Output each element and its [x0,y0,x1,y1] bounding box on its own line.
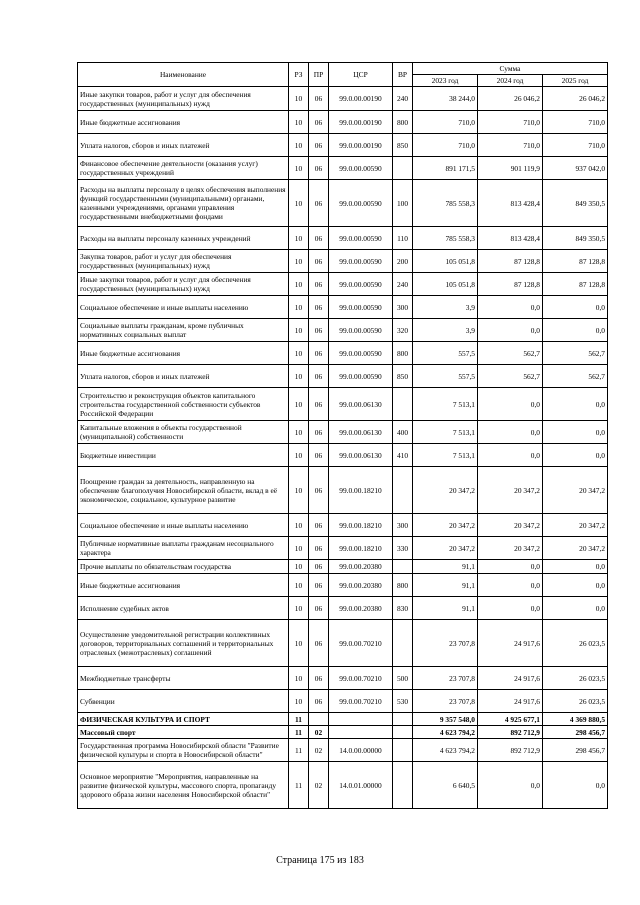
row-rz: 10 [289,319,309,342]
header-year-2024: 2024 год [478,75,543,87]
row-amount-2025: 0,0 [543,319,608,342]
row-name: Осуществление уведомительной регистрации коллективных договоров, территориальных соглашений и территориальных отраслевых (межотраслевых) соглашений [78,620,289,667]
row-vr [393,467,413,514]
row-rz: 10 [289,467,309,514]
row-rz: 10 [289,444,309,467]
row-rz: 10 [289,365,309,388]
row-vr: 800 [393,574,413,597]
row-csr: 99.0.00.00590 [329,319,393,342]
row-amount-2024: 20 347,2 [478,514,543,537]
table-row [78,388,608,421]
row-vr [393,620,413,667]
row-name: Субвенции [78,690,289,713]
row-amount-2023: 91,1 [413,574,478,597]
row-rz: 10 [289,273,309,296]
table-row [78,467,608,514]
row-csr [329,726,393,739]
row-amount-2025: 0,0 [543,388,608,421]
table-row [78,342,608,365]
row-amount-2025: 26 023,5 [543,620,608,667]
row-name: Иные закупки товаров, работ и услуг для обеспечения государственных (муниципальных) нужд [78,87,289,111]
row-pr: 06 [309,514,329,537]
row-amount-2023: 785 558,3 [413,180,478,227]
row-amount-2024: 0,0 [478,319,543,342]
row-name: Строительство и реконструкция объектов капитального строительства государственной собственности субъектов Российской Федерации [78,388,289,421]
row-name: Расходы на выплаты персоналу казенных учреждений [78,227,289,250]
row-rz: 11 [289,713,309,726]
row-amount-2025: 562,7 [543,365,608,388]
row-amount-2024: 0,0 [478,560,543,574]
row-amount-2024: 562,7 [478,365,543,388]
table-row [78,726,608,739]
row-amount-2025: 298 456,7 [543,726,608,739]
row-vr: 800 [393,342,413,365]
row-name: Капитальные вложения в объекты государственной (муниципальной) собственности [78,421,289,444]
row-amount-2023: 23 707,8 [413,690,478,713]
row-amount-2024: 0,0 [478,597,543,620]
row-rz: 10 [289,157,309,180]
row-name: Поощрение граждан за деятельность, направленную на обеспечение благополучия Новосибирской области, вклад в её экономическое, социальное, культурное развитие [78,467,289,514]
header-rz: РЗ [289,63,309,87]
row-amount-2025: 849 350,5 [543,180,608,227]
row-csr: 99.0.00.20380 [329,560,393,574]
row-amount-2025: 4 369 880,5 [543,713,608,726]
table-header-row [78,63,608,75]
table-row [78,739,608,762]
table-row [78,620,608,667]
row-amount-2023: 557,5 [413,365,478,388]
row-amount-2025: 0,0 [543,574,608,597]
row-csr: 99.0.00.00190 [329,87,393,111]
row-rz: 10 [289,296,309,319]
row-rz: 11 [289,762,309,809]
row-csr: 99.0.00.18210 [329,467,393,514]
row-amount-2024: 26 046,2 [478,87,543,111]
row-amount-2024: 0,0 [478,444,543,467]
row-csr: 99.0.00.70210 [329,620,393,667]
row-amount-2024: 24 917,6 [478,690,543,713]
row-csr: 99.0.00.00590 [329,180,393,227]
row-name: Государственная программа Новосибирской области "Развитие физической культуры и спорта в Новосибирской области" [78,739,289,762]
row-amount-2023: 6 640,5 [413,762,478,809]
row-amount-2025: 0,0 [543,762,608,809]
row-amount-2023: 7 513,1 [413,444,478,467]
row-pr: 06 [309,597,329,620]
row-csr: 99.0.00.00590 [329,273,393,296]
row-vr: 530 [393,690,413,713]
row-csr: 99.0.00.00590 [329,157,393,180]
row-name: Социальное обеспечение и иные выплаты населению [78,296,289,319]
row-pr: 02 [309,762,329,809]
row-amount-2024: 562,7 [478,342,543,365]
row-name: Исполнение судебных актов [78,597,289,620]
row-amount-2024: 0,0 [478,762,543,809]
row-amount-2024: 892 712,9 [478,726,543,739]
row-vr: 330 [393,537,413,560]
table-row [78,319,608,342]
row-amount-2024: 710,0 [478,111,543,134]
page-footer: Страница 175 из 183 [276,855,364,866]
row-rz: 10 [289,388,309,421]
row-amount-2023: 710,0 [413,134,478,157]
row-pr [309,713,329,726]
row-amount-2024: 4 925 677,1 [478,713,543,726]
row-pr: 06 [309,620,329,667]
row-amount-2024: 813 428,4 [478,180,543,227]
row-csr: 99.0.00.20380 [329,574,393,597]
row-amount-2025: 0,0 [543,421,608,444]
row-amount-2024: 892 712,9 [478,739,543,762]
row-amount-2024: 0,0 [478,421,543,444]
row-amount-2023: 9 357 548,0 [413,713,478,726]
row-csr: 99.0.00.70210 [329,690,393,713]
row-vr [393,388,413,421]
row-amount-2023: 20 347,2 [413,537,478,560]
row-name: Массовый спорт [78,726,289,739]
row-amount-2025: 26 023,5 [543,690,608,713]
row-rz: 10 [289,134,309,157]
row-pr: 06 [309,87,329,111]
row-name: ФИЗИЧЕСКАЯ КУЛЬТУРА И СПОРТ [78,713,289,726]
row-pr: 06 [309,134,329,157]
row-vr: 850 [393,365,413,388]
row-amount-2023: 785 558,3 [413,227,478,250]
row-name: Уплата налогов, сборов и иных платежей [78,134,289,157]
row-rz: 10 [289,180,309,227]
row-csr: 99.0.00.00590 [329,342,393,365]
row-amount-2024: 24 917,6 [478,620,543,667]
row-amount-2023: 23 707,8 [413,667,478,690]
header-name: Наименование [78,63,289,87]
row-amount-2025: 849 350,5 [543,227,608,250]
row-name: Расходы на выплаты персоналу в целях обеспечения выполнения функций государственными (муниципальными) органами, казенными учреждениями, органами управления государственными внебюджетными фондами [78,180,289,227]
row-rz: 10 [289,560,309,574]
row-pr: 06 [309,296,329,319]
row-amount-2025: 87 128,8 [543,250,608,273]
row-rz: 10 [289,421,309,444]
row-vr: 500 [393,667,413,690]
header-vr: ВР [393,63,413,87]
row-amount-2024: 0,0 [478,296,543,319]
row-name: Финансовое обеспечение деятельности (оказания услуг) государственных учреждений [78,157,289,180]
row-pr: 06 [309,342,329,365]
table-row [78,597,608,620]
row-name: Иные бюджетные ассигнования [78,342,289,365]
row-name: Социальные выплаты гражданам, кроме публичных нормативных социальных выплат [78,319,289,342]
row-csr: 99.0.00.06130 [329,388,393,421]
row-amount-2025: 0,0 [543,444,608,467]
row-csr: 99.0.00.06130 [329,444,393,467]
row-pr: 06 [309,537,329,560]
row-csr: 99.0.00.00190 [329,134,393,157]
table-row [78,87,608,111]
table-row [78,421,608,444]
header-year-2025: 2025 год [543,75,608,87]
row-vr: 300 [393,514,413,537]
table-row [78,514,608,537]
row-amount-2023: 20 347,2 [413,467,478,514]
row-amount-2023: 38 244,0 [413,87,478,111]
table-row [78,574,608,597]
row-name: Публичные нормативные выплаты гражданам несоциального характера [78,537,289,560]
row-amount-2024: 813 428,4 [478,227,543,250]
row-amount-2025: 20 347,2 [543,514,608,537]
header-pr: ПР [309,63,329,87]
row-name: Прочие выплаты по обязательствам государства [78,560,289,574]
row-pr: 06 [309,388,329,421]
row-amount-2024: 710,0 [478,134,543,157]
row-vr: 410 [393,444,413,467]
row-pr: 06 [309,444,329,467]
row-rz: 10 [289,667,309,690]
row-amount-2023: 3,9 [413,319,478,342]
row-amount-2023: 3,9 [413,296,478,319]
row-rz: 10 [289,690,309,713]
row-amount-2023: 4 623 794,2 [413,726,478,739]
row-rz: 10 [289,597,309,620]
row-amount-2024: 0,0 [478,388,543,421]
row-rz: 10 [289,342,309,365]
row-csr: 99.0.00.06130 [329,421,393,444]
row-amount-2025: 562,7 [543,342,608,365]
table-row [78,273,608,296]
row-vr: 300 [393,296,413,319]
row-amount-2023: 20 347,2 [413,514,478,537]
row-vr: 800 [393,111,413,134]
row-name: Закупка товаров, работ и услуг для обеспечения государственных (муниципальных) нужд [78,250,289,273]
table-row [78,157,608,180]
table-row [78,180,608,227]
row-amount-2023: 557,5 [413,342,478,365]
row-csr: 99.0.00.00590 [329,296,393,319]
row-pr: 06 [309,157,329,180]
row-amount-2024: 20 347,2 [478,537,543,560]
row-vr: 240 [393,273,413,296]
row-amount-2023: 7 513,1 [413,388,478,421]
row-csr [329,713,393,726]
row-csr: 99.0.00.18210 [329,514,393,537]
row-amount-2023: 710,0 [413,111,478,134]
row-vr: 400 [393,421,413,444]
table-row [78,296,608,319]
row-rz: 10 [289,87,309,111]
row-amount-2025: 298 456,7 [543,739,608,762]
header-sum: Сумма [413,63,608,75]
row-amount-2023: 891 171,5 [413,157,478,180]
row-vr: 100 [393,180,413,227]
row-pr: 06 [309,227,329,250]
row-vr [393,713,413,726]
row-pr: 02 [309,739,329,762]
row-amount-2025: 710,0 [543,111,608,134]
row-amount-2025: 0,0 [543,597,608,620]
table-row [78,690,608,713]
budget-table-container [77,62,607,809]
row-pr: 06 [309,111,329,134]
row-name: Бюджетные инвестиции [78,444,289,467]
row-name: Иные бюджетные ассигнования [78,574,289,597]
row-pr: 06 [309,273,329,296]
row-rz: 10 [289,574,309,597]
row-rz: 10 [289,250,309,273]
table-row [78,444,608,467]
table-row [78,560,608,574]
row-vr [393,739,413,762]
row-rz: 11 [289,726,309,739]
row-amount-2023: 23 707,8 [413,620,478,667]
row-name: Межбюджетные трансферты [78,667,289,690]
table-row [78,667,608,690]
row-name: Иные закупки товаров, работ и услуг для обеспечения государственных (муниципальных) нужд [78,273,289,296]
row-vr: 320 [393,319,413,342]
row-pr: 06 [309,574,329,597]
row-csr: 14.0.01.00000 [329,762,393,809]
row-pr: 06 [309,180,329,227]
header-csr: ЦСР [329,63,393,87]
table-row [78,227,608,250]
row-amount-2024: 0,0 [478,574,543,597]
row-pr: 06 [309,365,329,388]
row-rz: 10 [289,537,309,560]
row-amount-2025: 87 128,8 [543,273,608,296]
budget-table [77,62,608,809]
row-name: Социальное обеспечение и иные выплаты населению [78,514,289,537]
row-csr: 99.0.00.20380 [329,597,393,620]
row-rz: 10 [289,620,309,667]
row-vr: 110 [393,227,413,250]
row-vr [393,560,413,574]
row-pr: 06 [309,690,329,713]
row-vr [393,762,413,809]
row-amount-2023: 105 051,8 [413,250,478,273]
row-amount-2025: 0,0 [543,560,608,574]
table-row [78,365,608,388]
row-csr: 99.0.00.18210 [329,537,393,560]
row-pr: 06 [309,467,329,514]
row-rz: 10 [289,227,309,250]
row-rz: 10 [289,111,309,134]
row-rz: 10 [289,514,309,537]
row-vr: 240 [393,87,413,111]
row-amount-2024: 87 128,8 [478,273,543,296]
row-amount-2023: 105 051,8 [413,273,478,296]
row-rz: 11 [289,739,309,762]
row-pr: 06 [309,421,329,444]
row-vr: 830 [393,597,413,620]
row-amount-2024: 24 917,6 [478,667,543,690]
row-amount-2023: 4 623 794,2 [413,739,478,762]
row-csr: 99.0.00.00590 [329,365,393,388]
row-name: Иные бюджетные ассигнования [78,111,289,134]
row-amount-2025: 26 046,2 [543,87,608,111]
row-csr: 99.0.00.00590 [329,227,393,250]
row-amount-2023: 91,1 [413,560,478,574]
row-vr [393,157,413,180]
row-csr: 14.0.00.00000 [329,739,393,762]
row-amount-2024: 20 347,2 [478,467,543,514]
row-pr: 02 [309,726,329,739]
row-pr: 06 [309,560,329,574]
row-csr: 99.0.00.70210 [329,667,393,690]
row-pr: 06 [309,250,329,273]
row-pr: 06 [309,319,329,342]
row-pr: 06 [309,667,329,690]
table-row [78,134,608,157]
row-name: Уплата налогов, сборов и иных платежей [78,365,289,388]
row-amount-2024: 901 119,9 [478,157,543,180]
row-vr: 850 [393,134,413,157]
row-amount-2025: 26 023,5 [543,667,608,690]
table-row [78,713,608,726]
row-csr: 99.0.00.00590 [329,250,393,273]
row-name: Основное мероприятие "Мероприятия, направленные на развитие физической культуры, массового спорта, пропаганду здорового образа жизни населения Новосибирской области" [78,762,289,809]
table-row [78,762,608,809]
header-year-2023: 2023 год [413,75,478,87]
table-row [78,111,608,134]
row-amount-2025: 0,0 [543,296,608,319]
table-row [78,250,608,273]
row-amount-2023: 7 513,1 [413,421,478,444]
row-amount-2025: 710,0 [543,134,608,157]
row-csr: 99.0.00.00190 [329,111,393,134]
row-amount-2025: 20 347,2 [543,537,608,560]
row-amount-2025: 20 347,2 [543,467,608,514]
table-row [78,537,608,560]
row-amount-2024: 87 128,8 [478,250,543,273]
row-amount-2025: 937 042,0 [543,157,608,180]
row-amount-2023: 91,1 [413,597,478,620]
row-vr [393,726,413,739]
row-vr: 200 [393,250,413,273]
